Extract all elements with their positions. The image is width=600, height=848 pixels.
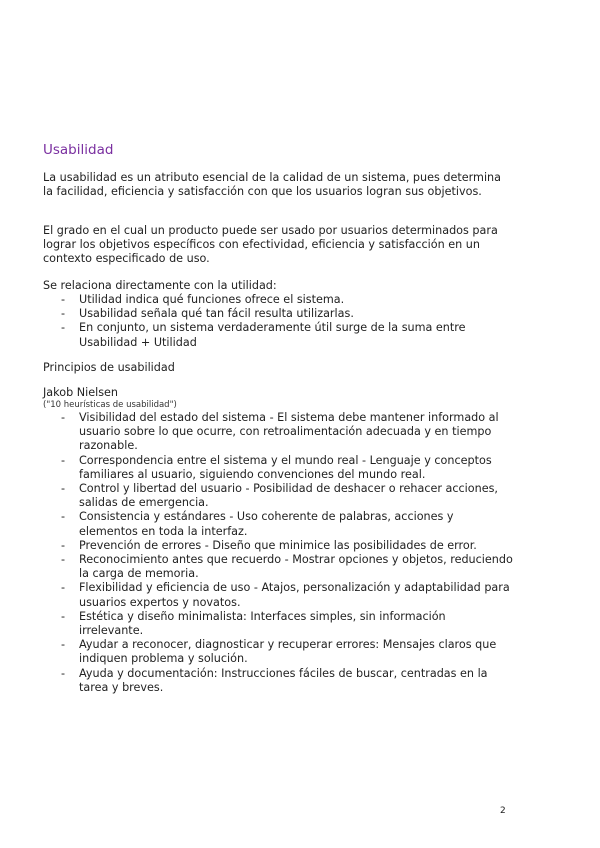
dash-bullet: - (61, 307, 66, 321)
list-item (43, 321, 513, 349)
dash-bullet: - (61, 666, 66, 680)
list-item-text: Flexibilidad y eficiencia de uso - Atajos, personalización y adaptabilidad para usuarios expertos y novatos. (79, 581, 510, 609)
list-item-text: Correspondencia entre el sistema y el mundo real - Lenguaje y conceptos familiares al usuario, siguiendo convenciones del mundo real. (79, 453, 492, 481)
section-title: Usabilidad (43, 142, 114, 158)
list-item-text: Visibilidad del estado del sistema - El sistema debe mantener informado al usuario sobre lo que ocurre, con retroalimentación adecuada y en tiempo razonable. (79, 411, 499, 453)
list-item-text: Prevención de errores - Diseño que minimice las posibilidades de error. (79, 538, 477, 552)
dash-bullet: - (61, 482, 66, 496)
iso-definition-paragraph: El grado en el cual un producto puede ser usado por usuarios determinados para lograr los objetivos específicos con efectividad, eficiencia y satisfacción en un contexto especificado de uso. (43, 224, 498, 266)
list-item-text: Ayuda y documentación: Instrucciones fáciles de buscar, centradas en la tarea y breves. (79, 666, 488, 694)
dash-bullet: - (61, 553, 66, 567)
dash-bullet: - (61, 638, 66, 652)
list-item-text: Reconocimiento antes que recuerdo - Mostrar opciones y objetos, reduciendo la carga de memoria. (79, 553, 513, 581)
list-item (43, 638, 513, 666)
list-item-text: En conjunto, un sistema verdaderamente útil surge de la suma entre Usabilidad + Utilidad (79, 321, 466, 349)
dash-bullet: - (61, 609, 66, 623)
list-item (43, 307, 513, 321)
list-item (43, 510, 513, 538)
list-item-text: Control y libertad del usuario - Posibilidad de deshacer o rehacer acciones, salidas de emergencia. (79, 482, 498, 510)
list-item (43, 482, 513, 510)
list-item-text: Utilidad indica qué funciones ofrece el sistema. (79, 293, 345, 306)
list-item-text: Consistencia y estándares - Uso coherente de palabras, acciones y elementos en toda la interfaz. (79, 510, 454, 538)
relation-list (43, 293, 513, 350)
dash-bullet: - (61, 581, 66, 595)
list-item (43, 610, 513, 638)
heuristics-list (43, 411, 513, 695)
dash-bullet: - (61, 538, 66, 552)
author-note: ("10 heurísticas de usabilidad") (43, 400, 177, 410)
list-item-text: Usabilidad señala qué tan fácil resulta utilizarlas. (79, 307, 354, 321)
list-item (43, 667, 513, 695)
dash-bullet: - (61, 453, 66, 467)
list-item (43, 553, 513, 581)
list-item (43, 454, 513, 482)
page-number: 2 (500, 806, 506, 816)
dash-bullet: - (61, 321, 66, 335)
usability-definition-paragraph: La usabilidad es un atributo esencial de la calidad de un sistema, pues determina la facilidad, eficiencia y satisfacción con que los usuarios logran sus objetivos. (43, 171, 502, 199)
principles-heading: Principios de usabilidad (43, 361, 175, 374)
dash-bullet: - (61, 510, 66, 524)
dash-bullet: - (61, 293, 66, 306)
relation-intro: Se relaciona directamente con la utilidad: (43, 279, 277, 292)
list-item-text: Estética y diseño minimalista: Interfaces simples, sin información irrelevante. (79, 609, 446, 638)
list-item-text: Ayudar a reconocer, diagnosticar y recuperar errores: Mensajes claros que indiquen problema y solución. (79, 638, 497, 666)
list-item (43, 411, 513, 454)
list-item (43, 293, 513, 307)
dash-bullet: - (61, 411, 66, 424)
list-item (43, 581, 513, 609)
author-name: Jakob Nielsen (43, 386, 119, 399)
list-item (43, 539, 513, 553)
